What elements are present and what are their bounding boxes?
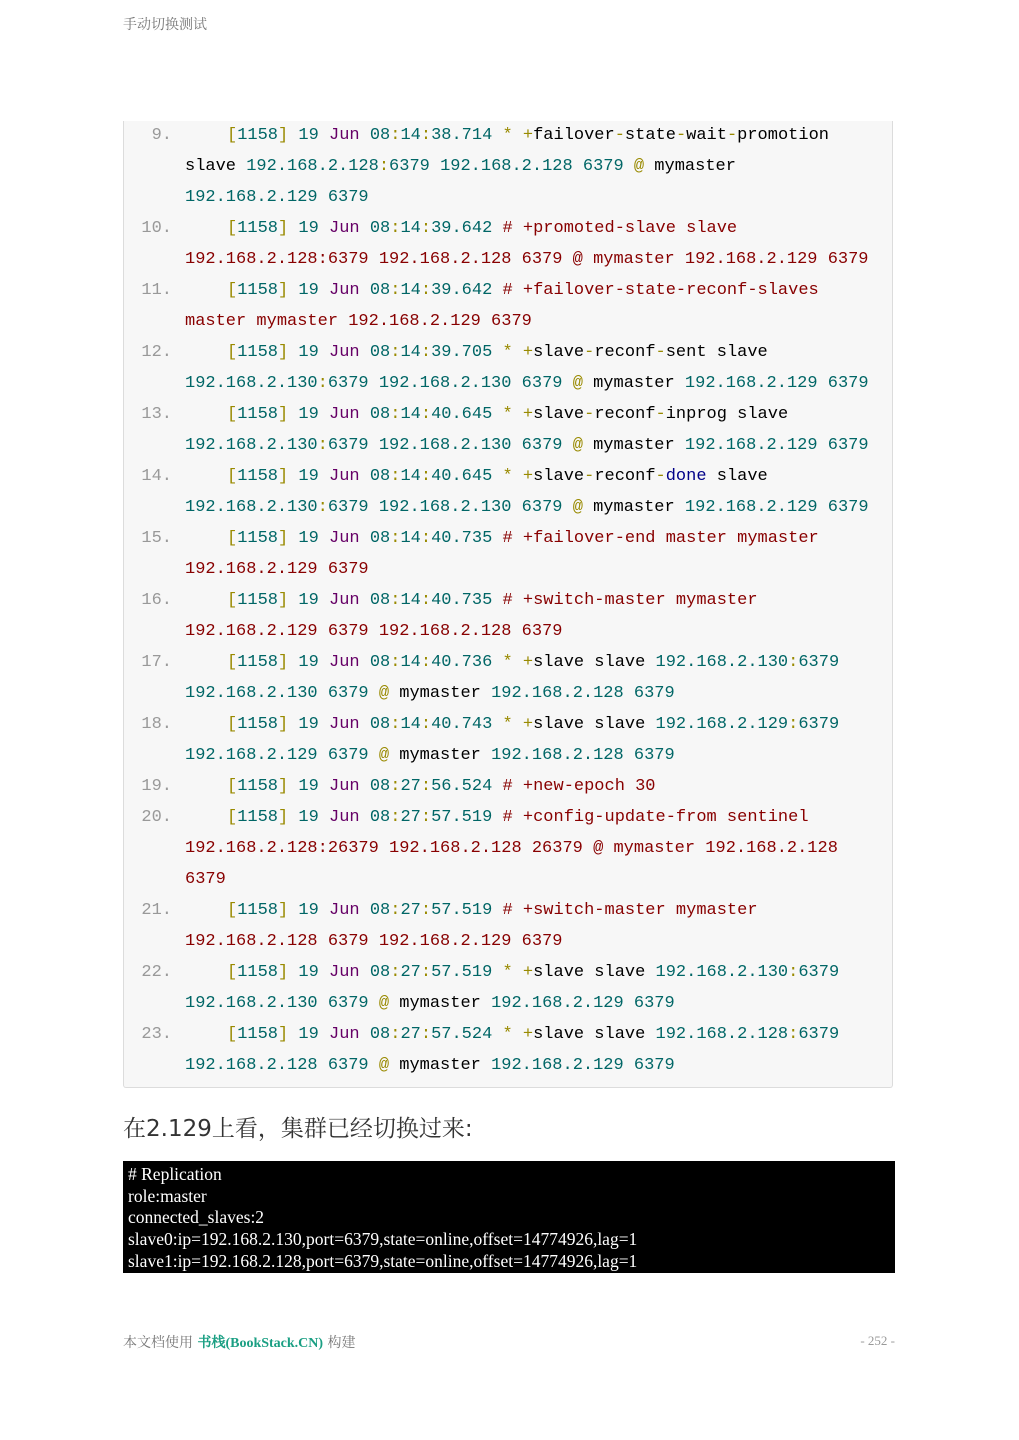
page-header-title: 手动切换测试: [123, 17, 207, 33]
code-text: [1158] 19 Jun 08:14:40.645 * +slave-reconf-inprog slave: [227, 405, 789, 424]
code-text: 192.168.2.130 6379 @ mymaster 192.168.2.129 6379: [185, 994, 675, 1013]
code-text: 192.168.2.130:6379 192.168.2.130 6379 @ mymaster 192.168.2.129 6379: [185, 374, 869, 393]
code-text: 192.168.2.129 6379: [185, 560, 369, 579]
terminal-line: # Replication: [128, 1164, 222, 1184]
terminal-line: slave1:ip=192.168.2.128,port=6379,state=online,offset=14774926,lag=1: [128, 1250, 638, 1271]
code-text: [1158] 19 Jun 08:14:38.714 * +failover-state-wait-promotion: [227, 126, 829, 145]
code-text: [1158] 19 Jun 08:14:40.735 # +switch-master mymaster: [227, 591, 758, 610]
code-text: 192.168.2.129 6379: [185, 188, 369, 207]
footer-brand-link[interactable]: 书栈(BookStack.CN): [197, 1336, 324, 1351]
section-heading: 在2.129上看，集群已经切换过来:: [123, 1116, 473, 1142]
code-text: 192.168.2.128:6379 192.168.2.128 6379 @ mymaster 192.168.2.129 6379: [185, 250, 869, 269]
code-text: 192.168.2.128:26379 192.168.2.128 26379 @ mymaster 192.168.2.128: [185, 839, 838, 858]
code-text: [1158] 19 Jun 08:27:57.519 # +config-update-from sentinel: [227, 808, 809, 827]
terminal-screenshot: [123, 1161, 895, 1273]
code-text: 192.168.2.128 6379 192.168.2.129 6379: [185, 932, 563, 951]
code-text: 6379: [185, 870, 226, 889]
footer-suffix: 构建: [323, 1335, 356, 1351]
code-text: [1158] 19 Jun 08:14:40.645 * +slave-reconf-done slave: [227, 467, 768, 486]
terminal-line: role:master: [128, 1185, 207, 1206]
footer-prefix: 本文档使用: [123, 1335, 198, 1351]
code-block: 9. [1158] 19 Jun 08:14:38.714 * +failover-state-wait-promotion slave 192.168.2.128:6379 192.168.2.128 6379 @ mymaster 192.168.2.129 6379 10. [1158] 19 Jun 08:14:39.642 # +promoted-slave slave 192.168.2.128:6379 192.168.2.128 6379 @ mymaster 192.168.2.129 6379 11. [1158] 19 Jun 08:14:39.642 # +failover-state-reconf-slaves master mymaster 192.168.2.129 6379 12. [1158] 19 Jun 08:14:39.705 * +slave-reconf-sent slave 192.168.2.130:6379 192.168.2.130 6379 @ mymaster 192.168.2.129 6379 13. [1158] 19 Jun 08:14:40.645 * +slave-reconf-inprog slave 192.168.2.130:6379 192.168.2.130 6379 @ mymaster 192.168.2.129 6379 14. [1158] 19 Jun 08:14:40.645 * +slave-reconf-done slave 192.168.2.130:6379 192.168.2.130 6379 @ mymaster 192.168.2.129 6379 15. [1158] 19 Jun 08:14:40.735 # +failover-end master mymaster 192.168.2.129 6379 16. [1158] 19 Jun 08:14:40.735 # +switch-master mymaster 192.168.2.129 6379 192.168.2.128 6379 17. [1158] 19 Jun 08:14:40.736 * +slave slave 192.168.2.130:6379 192.168.2.130 6379 @ mymaster 192.168.2.128 6379 18. [1158] 19 Jun 08:14:40.743 * +slave slave 192.168.2.129:6379 192.168.2.129 6379 @ mymaster 192.168.2.128 6379 19. [1158] 19 Jun 08:27:56.524 # +new-epoch 30 20. [1158] 19 Jun 08:27:57.519 # +config-update-from sentinel 192.168.2.128:26379 192.168.2.128 26379 @ mymaster 192.168.2.128 6379 21. [1158] 19 Jun 08:27:57.519 # +switch-master mymaster 192.168.2.128 6379 192.168.2.129 6379 22. [1158] 19 Jun 08:27:57.519 * +slave slave 192.168.2.130:6379 192.168.2.130 6379 @ mymaster 192.168.2.129 6379 23. [1158] 19 Jun 08:27:57.524 * +slave slave 192.168.2.128:6379 192.168.2.128 6379 @ mymaster 192.168.2.129 6379: [123, 121, 893, 1088]
code-text: [1158] 19 Jun 08:27:57.519 * +slave slave 192.168.2.130:6379: [227, 963, 840, 982]
code-text: 192.168.2.129 6379 @ mymaster 192.168.2.128 6379: [185, 746, 675, 765]
code-text: [1158] 19 Jun 08:14:39.642 # +promoted-slave slave: [227, 219, 738, 238]
footer-credit: [123, 1332, 356, 1352]
code-text: [1158] 19 Jun 08:27:56.524 # +new-epoch 30: [227, 777, 656, 796]
code-text: [1158] 19 Jun 08:14:40.743 * +slave slave 192.168.2.129:6379: [227, 715, 840, 734]
code-text: [1158] 19 Jun 08:14:39.705 * +slave-reconf-sent slave: [227, 343, 768, 362]
code-text: 192.168.2.130:6379 192.168.2.130 6379 @ mymaster 192.168.2.129 6379: [185, 498, 869, 517]
code-text: [1158] 19 Jun 08:14:40.735 # +failover-end master mymaster: [227, 529, 819, 548]
terminal-line: slave0:ip=192.168.2.130,port=6379,state=online,offset=14774926,lag=1: [128, 1229, 638, 1250]
code-text: 192.168.2.128 6379 @ mymaster 192.168.2.129 6379: [185, 1056, 675, 1075]
terminal-line: connected_slaves:2: [128, 1207, 265, 1228]
page-number: - 252 -: [860, 1333, 895, 1348]
code-text: [1158] 19 Jun 08:27:57.524 * +slave slave 192.168.2.128:6379: [227, 1025, 840, 1044]
code-text: master mymaster 192.168.2.129 6379: [185, 312, 532, 331]
code-text: [1158] 19 Jun 08:14:40.736 * +slave slave 192.168.2.130:6379: [227, 653, 840, 672]
code-text: 192.168.2.130:6379 192.168.2.130 6379 @ mymaster 192.168.2.129 6379: [185, 436, 869, 455]
code-text: [1158] 19 Jun 08:27:57.519 # +switch-master mymaster: [227, 901, 758, 920]
code-text: [1158] 19 Jun 08:14:39.642 # +failover-state-reconf-slaves: [227, 281, 819, 300]
code-text: 192.168.2.129 6379 192.168.2.128 6379: [185, 622, 563, 641]
code-text: slave 192.168.2.128:6379 192.168.2.128 6379 @ mymaster: [185, 157, 736, 176]
code-text: 192.168.2.130 6379 @ mymaster 192.168.2.128 6379: [185, 684, 675, 703]
